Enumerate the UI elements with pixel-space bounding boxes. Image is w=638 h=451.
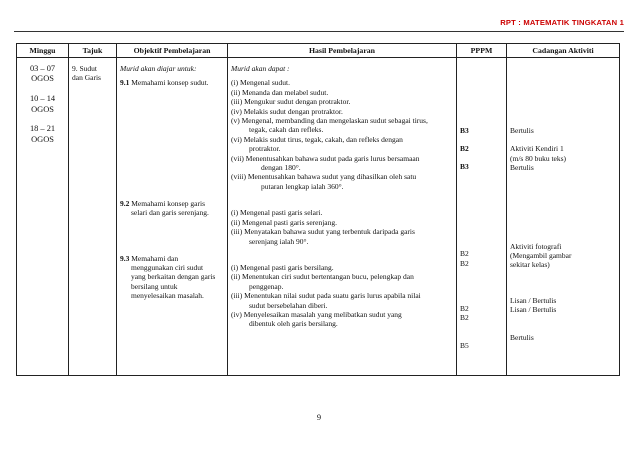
- outcome-line: dibentuk oleh garis bersilang.: [249, 319, 338, 329]
- outcome-line: serenjang ialah 90°.: [249, 236, 309, 246]
- outcome-line: (i) Mengenal pasti garis selari.: [231, 208, 323, 218]
- pppm-band: B5: [460, 340, 469, 350]
- activity-line: Bertulis: [510, 332, 534, 342]
- week-month: OGOS: [31, 104, 54, 114]
- week-range: 18 – 21: [29, 124, 56, 134]
- outcome-line: (iii) Menentukan nilai sudut pada suatu garis lurus apabila nilai: [231, 291, 421, 301]
- pppm-band: B3: [460, 161, 469, 171]
- pppm-band: B3: [460, 126, 469, 135]
- outcome-line: (iv) Menyelesaikan masalah yang melibatkan sudut yang: [231, 309, 402, 319]
- col-header-minggu: Minggu: [17, 44, 69, 58]
- outcome-intro: Murid akan dapat :: [231, 64, 290, 73]
- cell-minggu: [17, 58, 69, 376]
- pppm-band: B2: [460, 304, 469, 314]
- col-header-tajuk: Tajuk: [69, 44, 117, 58]
- objective-intro: Murid akan diajar untuk:: [120, 64, 197, 73]
- activity-line: Lisan / Bertulis: [510, 295, 557, 305]
- week-month: OGOS: [31, 74, 54, 84]
- cell-tajuk: [69, 58, 117, 376]
- outcome-line: protraktor.: [249, 144, 281, 154]
- cell-aktiviti: [507, 58, 620, 376]
- objective-number: 9.1: [120, 78, 130, 88]
- outcome-line: (ii) Menanda dan melabel sudut.: [231, 87, 329, 97]
- objective-text: yang berkaitan dengan garis: [131, 272, 216, 282]
- topic-line: 9. Sudut: [72, 64, 98, 73]
- outcome-line: (ii) Mengenal pasti garis serenjang.: [231, 217, 338, 227]
- running-header: RPT : MATEMATIK TINGKATAN 1: [500, 18, 624, 27]
- col-header-objektif: Objektif Pembelajaran: [117, 44, 228, 58]
- objective-number: 9.2: [120, 198, 130, 208]
- table-row: [17, 58, 620, 376]
- activity-line: Bertulis: [510, 126, 534, 135]
- outcome-line: (iii) Mengukur sudut dengan protraktor.: [231, 97, 351, 107]
- col-header-hasil: Hasil Pembelajaran: [228, 44, 457, 58]
- activity-line: Lisan / Bertulis: [510, 305, 557, 315]
- objective-text: Memahami dan: [129, 253, 179, 263]
- outcome-line: (iv) Melakis sudut dengan protraktor.: [231, 106, 343, 116]
- col-header-pppm: PPPM: [457, 44, 507, 58]
- topic-line: dan Garis: [72, 73, 101, 83]
- activity-line: sekitar kelas): [510, 260, 550, 270]
- objective-text: selari dan garis serenjang.: [131, 208, 209, 218]
- outcome-line: putaran lengkap ialah 360°.: [261, 181, 344, 191]
- pppm-band: B2: [460, 144, 469, 154]
- outcome-line: (iii) Menyatakan bahawa sudut yang terbentuk daripada garis: [231, 227, 415, 237]
- activity-line: (Mengambil gambar: [510, 251, 572, 261]
- header-rule: [14, 31, 624, 32]
- objective-item: [120, 78, 224, 87]
- objective-text: menggunakan ciri sudut: [131, 263, 204, 273]
- week-month: OGOS: [31, 134, 54, 144]
- outcome-line: (v) Mengenal, membanding dan mengelaskan sudut sebagai tirus,: [231, 116, 428, 126]
- outcome-line: (viii) Menentusahkan bahawa sudut yang dihasilkan oleh satu: [231, 172, 417, 182]
- outcome-line: (vii) Menentusahkan bahawa sudut pada garis lurus bersamaan: [231, 153, 420, 163]
- outcome-line: (i) Mengenal pasti garis bersilang.: [231, 262, 334, 272]
- objective-number: 9.3: [120, 253, 130, 263]
- objective-text: Memahami konsep sudut.: [129, 78, 209, 88]
- activity-line: Bertulis: [510, 163, 534, 173]
- week-range: 10 – 14: [29, 94, 56, 104]
- outcome-line: sudut bersebelahan diberi.: [249, 300, 328, 310]
- outcome-line: (i) Mengenal sudut.: [231, 78, 290, 88]
- week-range: 03 – 07: [29, 64, 56, 73]
- col-header-aktiviti: Cadangan Aktiviti: [507, 44, 620, 58]
- pppm-band: B2: [460, 313, 469, 323]
- cell-hasil: [228, 58, 457, 376]
- objective-item: [120, 199, 224, 208]
- outcome-line: penggenap.: [249, 281, 284, 291]
- objective-item: [120, 254, 224, 263]
- activity-line: Aktiviti Kendiri 1: [510, 144, 564, 154]
- objective-text: Memahami konsep garis: [129, 198, 205, 208]
- objective-text: bersilang untuk: [131, 281, 178, 291]
- activity-line: (m/s 80 buku teks): [510, 153, 567, 163]
- outcome-line: dengan 180°.: [261, 163, 301, 173]
- outcome-line: (ii) Menentukan ciri sudut bertentangan bucu, pelengkap dan: [231, 272, 414, 282]
- table-header-row: [17, 44, 620, 58]
- cell-pppm: [457, 58, 507, 376]
- outcome-line: tegak, cakah dan refleks.: [249, 125, 324, 135]
- pppm-band: B2: [460, 249, 469, 259]
- cell-objektif: [117, 58, 228, 376]
- page-number: 9: [316, 413, 322, 422]
- activity-line: Aktiviti fotografi: [510, 241, 562, 251]
- lesson-plan-table: [16, 43, 620, 376]
- objective-text: menyelesaikan masalah.: [131, 291, 204, 301]
- outcome-line: (vi) Melakis sudut tirus, tegak, cakah, dan refleks dengan: [231, 134, 403, 144]
- pppm-band: B2: [460, 258, 469, 268]
